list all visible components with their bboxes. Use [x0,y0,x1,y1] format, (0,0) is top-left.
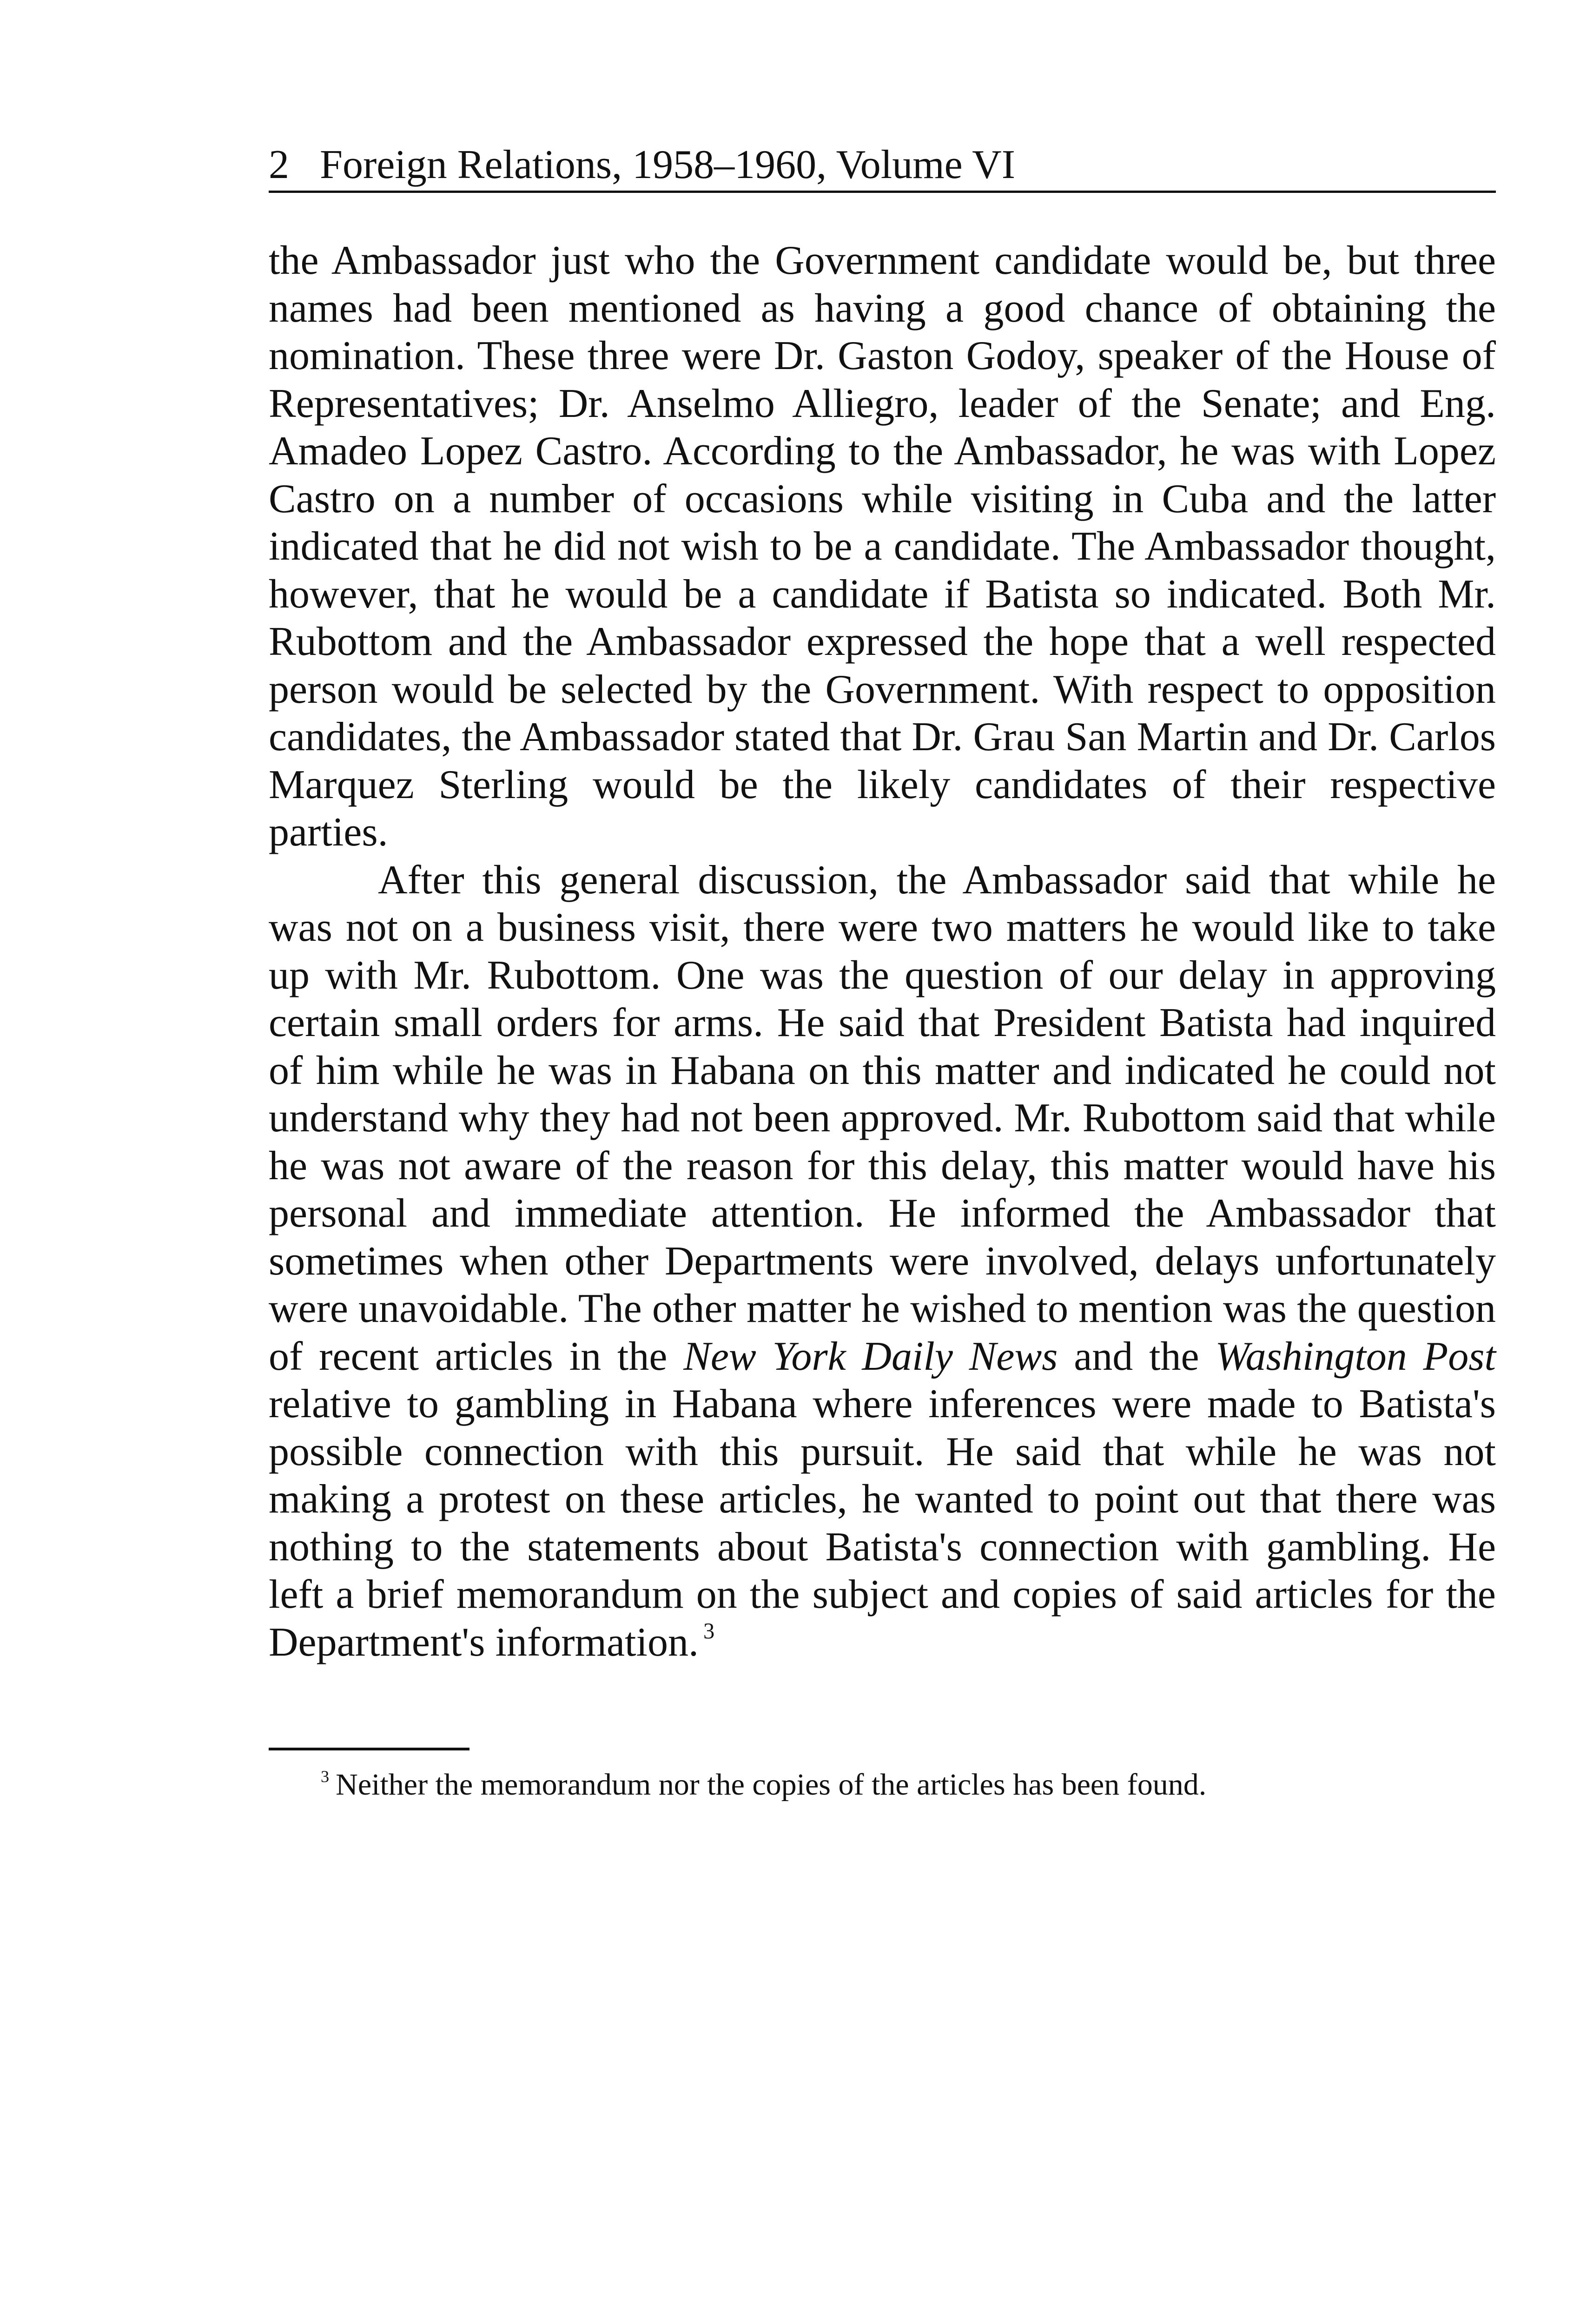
footnote-divider [269,1748,469,1750]
footnote-number: 3 [321,1767,330,1786]
newspaper-title-ny-daily-news: New York Daily News [683,1334,1058,1379]
body-text [269,237,1496,1666]
footnote-reference: 3 [703,1619,715,1644]
running-title: Foreign Relations, 1958–1960, Volume VI [320,142,1015,187]
running-head [269,139,1496,193]
paragraph-2-text-a: After this general discussion, the Ambassador said that while he was not on a business visit, there were two matters he would like to take up with Mr. Rubottom. One was the question of our delay in approving certain small orders for arms. He said that President Batista had inquired of him while he was in Habana on this matter and indicated he could not understand why they had not been approved. Mr. Rubottom said that while he was not aware of the reason for this delay, this matter would have his personal and immediate attention. He informed the Ambassador that sometimes when other Departments were involved, delays unfortunately were unavoidable. The other matter he wished to mention was the question of recent articles in the [269,857,1496,1379]
paragraph-2 [269,857,1496,1667]
page-number: 2 [269,142,289,187]
footnote-text: Neither the memorandum nor the copies of the articles has been found. [336,1768,1207,1802]
paragraph-2-text-b: and the [1074,1334,1199,1379]
paragraph-2-text-c: relative to gambling in Habana where inferences were made to Batista's possible connection with this pursuit. He said that while he was not making a protest on these articles, he wanted to point out that there was nothing to the statements about Batista's connection with gambling. He left a brief memorandum on the subject and copies of said articles for the Department's information. [269,1381,1496,1665]
footnote [321,1764,1483,1806]
newspaper-title-washington-post: Washington Post [1215,1334,1496,1379]
paragraph-1: the Ambassador just who the Government candidate would be, but three names had been mentioned as having a good chance of obtaining the nomination. These three were Dr. Gaston Godoy, speaker of the House of Representatives; Dr. Anselmo Alliegro, leader of the Senate; and Eng. Amadeo Lopez Castro. According to the Ambassador, he was with Lopez Castro on a number of occasions while visiting in Cuba and the latter indicated that he did not wish to be a candidate. The Ambassador thought, however, that he would be a candidate if Batista so indicated. Both Mr. Rubottom and the Ambassador expressed the hope that a well respected person would be selected by the Government. With respect to opposition candidates, the Ambassador stated that Dr. Grau San Martin and Dr. Carlos Marquez Sterling would be the likely candidates of their respective parties. [269,238,1496,855]
